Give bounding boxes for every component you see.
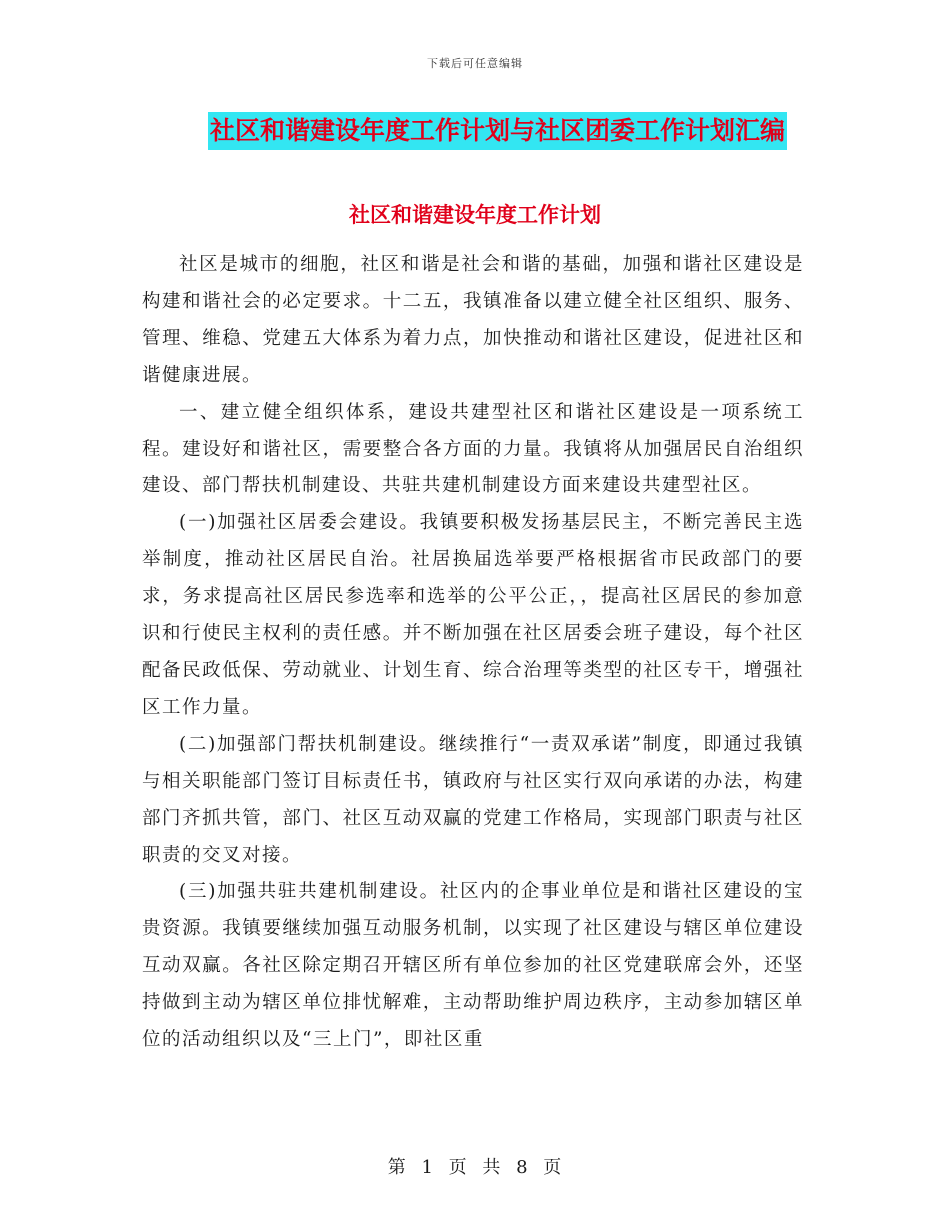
paragraph-item-three: (三)加强共驻共建机制建设。社区内的企事业单位是和谐社区建设的宝贵资源。我镇要继续加强互动服务机制，以实现了社区建设与辖区单位建设互动双赢。各社区除定期召开辖区所有单位参加的社区党建联席会外，还坚持做到主动为辖区单位排忧解难，主动帮助维护周边秩序，主动参加辖区单位的活动组织以及“三上门”，即社区重 — [142, 881, 804, 1051]
document-title: 社区和谐建设年度工作计划与社区团委工作计划汇编 — [208, 112, 787, 150]
page-number-footer: 第 1 页 共 8 页 — [387, 1157, 563, 1178]
document-title-wrap — [0, 112, 950, 150]
header-note: 下载后可任意编辑 — [427, 57, 523, 70]
paragraph-section-one: 一、建立健全组织体系，建设共建型社区和谐社区建设是一项系统工程。建设好和谐社区，需要整合各方面的力量。我镇将从加强居民自治组织建设、部门帮扶机制建设、共驻共建机制建设方面来建设共建型社区。 — [142, 401, 804, 497]
paragraph-item-two: (二)加强部门帮扶机制建设。继续推行“一责双承诺”制度，即通过我镇与相关职能部门签订目标责任书，镇政府与社区实行双向承诺的办法，构建部门齐抓共管，部门、社区互动双赢的党建工作格局，实现部门职责与社区职责的交叉对接。 — [142, 733, 804, 866]
paragraph-item-one: (一)加强社区居委会建设。我镇要积极发扬基层民主，不断完善民主选举制度，推动社区居民自治。社居换届选举要严格根据省市民政部门的要求，务求提高社区居民参选率和选举的公平公正，，提高社区居民的参加意识和行使民主权利的责任感。并不断加强在社区居委会班子建设，每个社区配备民政低保、劳动就业、计划生育、综合治理等类型的社区专干，增强社区工作力量。 — [142, 512, 804, 718]
paragraph-intro: 社区是城市的细胞，社区和谐是社会和谐的基础，加强和谐社区建设是构建和谐社会的必定要求。十二五，我镇准备以建立健全社区组织、服务、管理、维稳、党建五大体系为着力点，加快推动和谐社区建设，促进社区和谐健康进展。 — [142, 254, 804, 386]
section-title: 社区和谐建设年度工作计划 — [349, 202, 601, 227]
document-body — [142, 247, 804, 1059]
